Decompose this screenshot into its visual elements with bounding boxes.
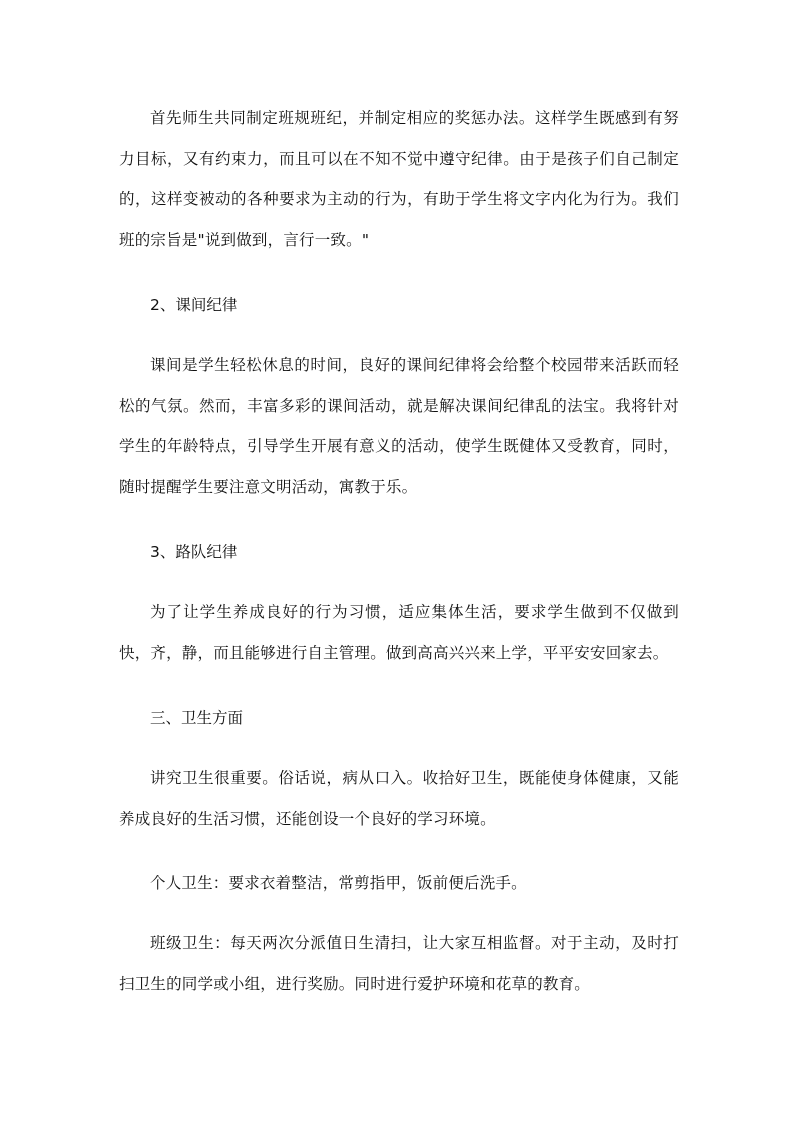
paragraph-class-rules: 首先师生共同制定班规班纪，并制定相应的奖惩办法。这样学生既感到有努力目标，又有约束力，而且可以在不知不觉中遵守纪律。由于是孩子们自己制定的，这样变被动的各种要求为主动的行为，有助于学生将文字内化为行为。我们班的宗旨是"说到做到，言行一致。" (119, 109, 679, 249)
paragraph-line-discipline: 为了让学生养成良好的行为习惯，适应集体生活，要求学生做到不仅做到快，齐，静，而且能够进行自主管理。做到高高兴兴来上学，平平安安回家去。 (119, 603, 679, 662)
heading-line-discipline: 3、路队纪律 (150, 543, 238, 561)
heading-hygiene: 三、卫生方面 (150, 709, 244, 727)
heading-recess-discipline: 2、课间纪律 (150, 296, 238, 314)
paragraph-hygiene-intro: 讲究卫生很重要。俗话说，病从口入。收拾好卫生，既能使身体健康，又能养成良好的生活习惯，还能创设一个良好的学习环境。 (119, 769, 679, 828)
paragraph-recess-discipline: 课间是学生轻松休息的时间，良好的课间纪律将会给整个校园带来活跃而轻松的气氛。然而，丰富多彩的课间活动，就是解决课间纪律乱的法宝。我将针对学生的年龄特点，引导学生开展有意义的活动，使学生既健体又受教育，同时，随时提醒学生要注意文明活动，寓教于乐。 (119, 356, 679, 496)
paragraph-personal-hygiene: 个人卫生：要求衣着整洁，常剪指甲，饭前便后洗手。 (150, 874, 527, 892)
paragraph-class-hygiene: 班级卫生：每天两次分派值日生清扫，让大家互相监督。对于主动，及时打扫卫生的同学或小组，进行奖励。同时进行爱护环境和花草的教育。 (119, 934, 679, 993)
